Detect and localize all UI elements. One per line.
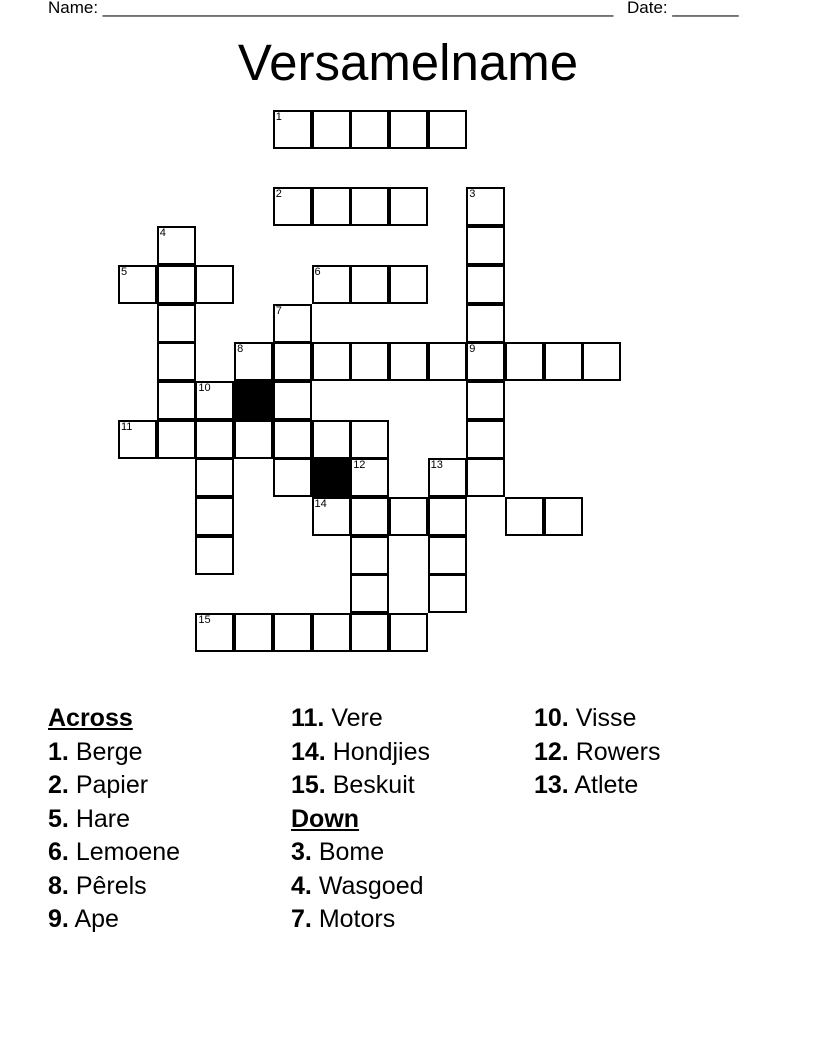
grid-cell[interactable]	[195, 458, 234, 497]
grid-cell[interactable]	[466, 187, 505, 226]
date-field[interactable]: Date: _______	[627, 0, 739, 17]
grid-cell[interactable]	[273, 458, 312, 497]
grid-cell[interactable]	[195, 536, 234, 575]
grid-cell[interactable]	[389, 342, 428, 381]
grid-cell[interactable]	[312, 187, 351, 226]
clue-text: Vere	[331, 704, 383, 732]
grid-cell[interactable]	[118, 265, 157, 304]
grid-cell[interactable]	[273, 342, 312, 381]
grid-cell[interactable]	[350, 342, 389, 381]
grid-block	[312, 458, 351, 497]
clue-item	[534, 736, 764, 770]
puzzle-title: Versamelname	[237, 34, 579, 91]
clue-number: 11.	[291, 704, 325, 732]
grid-cell[interactable]	[428, 342, 467, 381]
grid-cell[interactable]	[195, 497, 234, 536]
clue-text: Atlete	[574, 771, 639, 799]
grid-cell[interactable]	[312, 420, 351, 459]
grid-cell[interactable]	[428, 497, 467, 536]
cell-number: 6	[314, 265, 321, 278]
grid-cell[interactable]	[544, 497, 583, 536]
grid-cell[interactable]	[350, 613, 389, 652]
cell-number: 13	[430, 459, 443, 472]
clue-number: 9.	[48, 905, 69, 933]
cell-number: 14	[314, 498, 327, 510]
clue-number: 4.	[291, 871, 312, 900]
clues-column-3	[534, 702, 764, 803]
clue-number: 2.	[48, 771, 69, 799]
grid-cell[interactable]	[195, 381, 234, 420]
cell-number: 4	[159, 227, 166, 240]
cell-number: 9	[469, 343, 476, 356]
grid-cell[interactable]	[195, 265, 234, 304]
clue-number: 6.	[48, 838, 69, 866]
name-field[interactable]: Name: ______________________________________________________	[48, 0, 614, 17]
clue-number: 15.	[291, 771, 326, 799]
grid-cell[interactable]	[350, 574, 389, 613]
clue-number: 3.	[291, 838, 312, 866]
grid-cell[interactable]	[273, 613, 312, 652]
grid-cell[interactable]	[389, 497, 428, 536]
clue-text: Pêrels	[75, 871, 147, 900]
clue-item	[48, 903, 278, 937]
clues-column-1	[48, 702, 278, 937]
clue-text: Papier	[75, 771, 149, 799]
clue-number: 1.	[48, 737, 69, 766]
grid-cell[interactable]	[273, 110, 312, 149]
cell-number: 15	[198, 614, 211, 627]
clue-item	[48, 836, 278, 870]
clue-item	[48, 803, 278, 837]
grid-cell[interactable]	[544, 342, 583, 381]
cell-number: 8	[237, 343, 244, 356]
grid-cell[interactable]	[582, 342, 621, 381]
grid-cell[interactable]	[312, 342, 351, 381]
grid-cell[interactable]	[350, 497, 389, 536]
clue-item	[291, 903, 521, 937]
grid-cell[interactable]	[466, 381, 505, 420]
cell-number: 7	[275, 304, 282, 317]
grid-cell[interactable]	[350, 420, 389, 459]
grid-cell[interactable]	[466, 420, 505, 459]
grid-cell[interactable]	[389, 110, 428, 149]
clues-column-2	[291, 702, 521, 937]
grid-cell[interactable]	[312, 497, 351, 536]
clue-number: 10.	[534, 704, 569, 732]
grid-cell[interactable]	[466, 458, 505, 497]
clue-text: Bome	[318, 838, 385, 866]
clue-number: 14.	[291, 737, 326, 766]
grid-cell[interactable]	[157, 265, 196, 304]
grid-cell[interactable]	[312, 613, 351, 652]
grid-cell[interactable]	[273, 187, 312, 226]
grid-cell[interactable]	[234, 342, 273, 381]
grid-cell[interactable]	[389, 265, 428, 304]
grid-cell[interactable]	[157, 226, 196, 265]
clue-text: Motors	[318, 905, 396, 933]
grid-cell[interactable]	[157, 304, 196, 343]
grid-cell[interactable]	[505, 342, 544, 381]
cell-number: 2	[275, 188, 282, 201]
cell-number: 5	[121, 265, 128, 278]
clue-number: 5.	[48, 804, 69, 833]
grid-cell[interactable]	[157, 381, 196, 420]
clue-text: Berge	[75, 737, 143, 766]
grid-block	[234, 381, 273, 420]
clue-item	[534, 769, 764, 803]
grid-cell[interactable]	[273, 381, 312, 420]
clue-item	[291, 702, 521, 736]
grid-cell[interactable]	[312, 110, 351, 149]
clue-heading: Across	[48, 704, 133, 732]
clue-heading: Down	[291, 804, 360, 833]
grid-cell[interactable]	[428, 536, 467, 575]
grid-cell[interactable]	[312, 265, 351, 304]
grid-cell[interactable]	[389, 187, 428, 226]
grid-cell[interactable]	[157, 420, 196, 459]
grid-cell[interactable]	[273, 304, 312, 343]
grid-cell[interactable]	[157, 342, 196, 381]
cell-number: 10	[198, 381, 211, 394]
clue-item	[48, 870, 278, 904]
grid-cell[interactable]	[466, 304, 505, 343]
grid-cell[interactable]	[428, 458, 467, 497]
clue-text: Lemoene	[75, 838, 181, 866]
grid-cell[interactable]	[350, 536, 389, 575]
clue-text: Ape	[74, 905, 119, 933]
clue-text: Hondjies	[332, 737, 430, 766]
grid-cell[interactable]	[234, 613, 273, 652]
grid-cell[interactable]	[389, 613, 428, 652]
clue-number: 12.	[534, 737, 569, 766]
grid-cell[interactable]	[118, 420, 157, 459]
clue-text: Visse	[575, 704, 637, 732]
clue-item	[291, 736, 521, 770]
clue-text: Wasgoed	[318, 871, 424, 900]
cell-number: 1	[275, 111, 282, 123]
clue-text: Beskuit	[332, 771, 415, 799]
grid-cell[interactable]	[350, 110, 389, 149]
clue-text: Hare	[75, 804, 130, 833]
clue-item	[534, 702, 764, 736]
cell-number: 11	[121, 420, 133, 433]
clue-number: 13.	[534, 771, 569, 799]
clue-number: 8.	[48, 871, 69, 900]
grid-cell[interactable]	[273, 420, 312, 459]
clue-item	[291, 769, 521, 803]
clue-text: Rowers	[575, 737, 661, 766]
grid-cell[interactable]	[466, 226, 505, 265]
grid-cell[interactable]	[466, 342, 505, 381]
clue-item	[291, 870, 521, 904]
clue-item	[48, 769, 278, 803]
grid-cell[interactable]	[350, 187, 389, 226]
grid-cell[interactable]	[234, 420, 273, 459]
grid-cell[interactable]	[195, 420, 234, 459]
grid-cell[interactable]	[350, 265, 389, 304]
grid-cell[interactable]	[428, 574, 467, 613]
cell-number: 3	[469, 188, 476, 201]
clue-number: 7.	[291, 905, 312, 933]
grid-cell[interactable]	[466, 265, 505, 304]
grid-cell[interactable]	[350, 458, 389, 497]
clue-item	[48, 736, 278, 770]
grid-cell[interactable]	[428, 110, 467, 149]
cell-number: 12	[353, 459, 366, 472]
grid-cell[interactable]	[195, 613, 234, 652]
clue-item	[291, 836, 521, 870]
grid-cell[interactable]	[505, 497, 544, 536]
